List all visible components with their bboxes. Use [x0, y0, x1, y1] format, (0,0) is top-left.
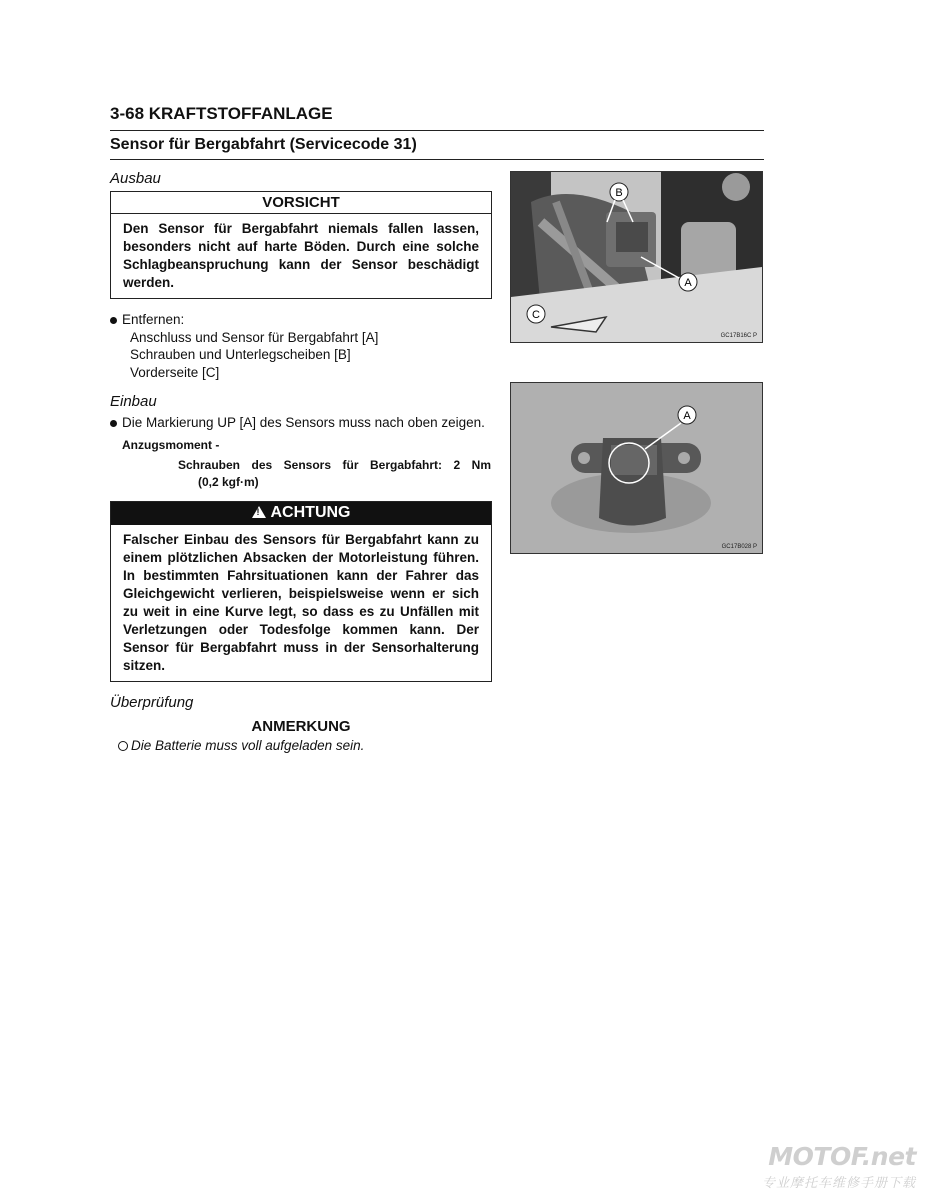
watermark-logo	[758, 1142, 920, 1194]
warning-triangle-icon: !	[252, 506, 266, 518]
figure-sensor-part	[510, 382, 763, 554]
figure-code: GC17B16C P	[720, 333, 757, 339]
warning-title-bar	[111, 502, 491, 526]
pruefung-heading: Überprüfung	[110, 694, 194, 711]
einbau-heading: Einbau	[110, 393, 157, 410]
einbau-bullet-text: Die Markierung UP [A] des Sensors muss nach oben zeigen.	[122, 414, 485, 430]
ring-bullet-icon	[118, 741, 128, 751]
figure-sensor-installed	[510, 171, 763, 343]
caution-box	[110, 191, 492, 300]
figure-sensor-installed-drawing	[511, 172, 762, 342]
figure-label: C	[532, 309, 540, 321]
section-title: Sensor für Bergabfahrt (Servicecode 31)	[110, 131, 764, 160]
torque-label: Anzugsmoment -	[122, 438, 220, 452]
ausbau-heading: Ausbau	[110, 170, 161, 187]
bullet-dot-icon	[110, 414, 122, 432]
remove-item: Anschluss und Sensor für Bergabfahrt [A]	[130, 329, 379, 345]
torque-value-kgf: (0,2 kgf·m)	[198, 475, 259, 489]
watermark-tagline: 专业摩托车维修手册下载	[761, 1175, 916, 1190]
caution-text: Den Sensor für Bergabfahrt niemals fallen lassen, besonders nicht auf harte Böden. Durch eine solche Schlagbeanspruchung kann der Sensor beschädigt werden.	[123, 221, 479, 290]
remove-bullet	[110, 311, 492, 329]
torque-value: Schrauben des Sensors für Bergabfahrt: 2 Nm	[178, 457, 491, 472]
note-text: Die Batterie muss voll aufgeladen sein.	[131, 738, 365, 753]
remove-label: Entfernen:	[122, 312, 185, 327]
figure-label: A	[684, 277, 692, 289]
remove-item: Schrauben und Unterlegscheiben [B]	[130, 347, 351, 362]
caution-title: VORSICHT	[111, 192, 491, 215]
bullet-dot-icon	[110, 311, 122, 329]
chapter-title: 3-68 KRAFTSTOFFANLAGE	[110, 104, 764, 131]
warning-box	[110, 501, 492, 683]
warning-text: Falscher Einbau des Sensors für Bergabfahrt kann zu einem plötzlichen Absacken der Motorleistung führen. In bestimmten Fahrsituationen kann der Fahrer das Gleichgewicht verlieren, beispielsweise wenn er sich zu weit in eine Kurve legt, so dass es zu Unfällen mit Verletzungen oder Todesfolge kommen kann. Der Sensor für Bergabfahrt muss in der Sensorhalterung sitzen.	[123, 532, 479, 673]
figure-code: GC17B028 P	[721, 544, 757, 550]
einbau-bullet	[110, 414, 492, 432]
page-header	[110, 104, 764, 160]
warning-title: ACHTUNG	[270, 503, 351, 521]
main-text-column	[110, 170, 492, 755]
watermark-brand: MOTOF.net	[768, 1142, 916, 1171]
note-line	[110, 737, 492, 755]
remove-item: Vorderseite [C]	[130, 364, 220, 380]
note-title: ANMERKUNG	[251, 717, 351, 735]
figure-label: A	[683, 410, 691, 422]
figure-sensor-part-drawing	[511, 383, 762, 553]
figure-label: B	[615, 187, 623, 199]
